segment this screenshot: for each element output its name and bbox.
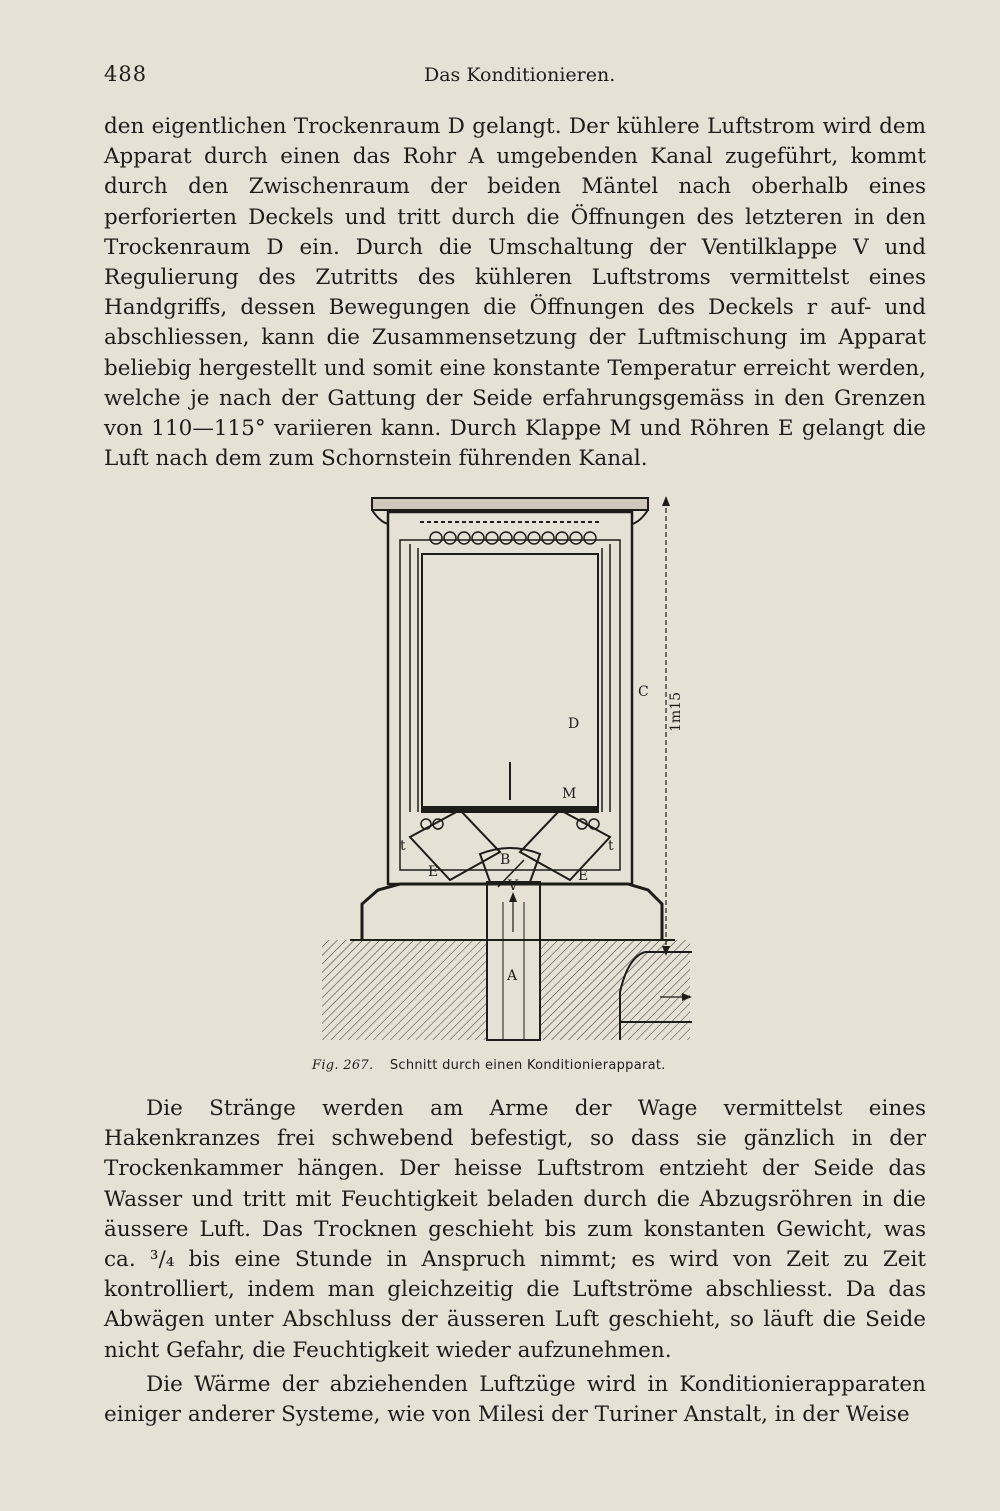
inner-jacket (400, 540, 620, 870)
running-head: Das Konditionieren. (424, 64, 616, 86)
figure-caption-text: Schnitt durch einen Konditionierapparat. (389, 1058, 666, 1073)
label-dimension: 1m15 (668, 692, 684, 732)
label-a: A (507, 968, 518, 984)
label-d: D (568, 716, 580, 732)
figure-267 (310, 492, 710, 1052)
label-v: V (508, 878, 519, 894)
label-c: C (638, 684, 649, 700)
page-number: 488 (104, 62, 148, 86)
figure-number: Fig. 267. (312, 1058, 374, 1073)
bottom-plate-m (422, 806, 598, 812)
ground-hatch-left (322, 940, 487, 1040)
top-lid (372, 498, 648, 510)
paragraph-3: Die Wärme der abziehenden Luftzüge wird in Konditionierapparaten einiger anderer Systeme, wie von Milesi der Turiner Anstalt, in der Weise (104, 1372, 926, 1428)
paragraph-2: Die Stränge werden am Arme der Wage vermittelst eines Hakenkranzes frei schwebend befestigt, so dass sie gänzlich in der Trockenkammer hängen. Der heisse Luftstrom entzieht der Seide das Wasser und tritt mit Feuchtigkeit beladen durch die Abzugsröhren in die äussere Luft. Das Trocknen geschieht bis zum konstanten Gewicht, was ca. ³/₄ bis eine Stunde in Anspruch nimmt; es wird von Zeit zu Zeit kontrolliert, indem man gleichzeitig die Luftströme abschliesst. Da das Abwägen unter Abschluss der äusseren Luft geschieht, so läuft die Seide nicht Gefahr, die Feuchtigkeit wieder aufzunehmen. (104, 1096, 926, 1363)
ground-hatch-right (540, 940, 690, 1040)
label-e-right: E (578, 868, 589, 884)
label-e-left: E (428, 864, 439, 880)
label-t-right: t (608, 838, 614, 854)
label-m: M (562, 786, 577, 802)
label-b: B (500, 852, 511, 868)
apparatus-diagram (310, 492, 710, 1052)
label-t-left: t (400, 838, 406, 854)
figure-caption (312, 1058, 732, 1073)
page-header (104, 62, 924, 92)
heating-coils-top (430, 532, 596, 544)
paragraph-1: den eigentlichen Trockenraum D gelangt. Der kühlere Luftstrom wird dem Apparat durch einen das Rohr A umgebenden Kanal zugeführt, kommt durch den Zwischenraum der beiden Mäntel nach oberhalb eines perforierten Deckels und tritt durch die Öffnungen des letzteren in den Trockenraum D ein. Durch die Umschaltung der Ventilklappe V und Regulierung des Zutritts des kühleren Luftstroms vermittelst eines Handgriffs, dessen Bewegungen die Öffnungen des Deckels r auf- und abschliessen, kann die Zusammensetzung der Luftmischung im Apparat beliebig hergestellt und somit eine konstante Temperatur erreicht werden, welche je nach der Gattung der Seide erfahrungsgemäss in den Grenzen von 110—115° variieren kann. Durch Klappe M und Röhren E gelangt die Luft nach dem zum Schornstein führenden Kanal. (104, 114, 926, 472)
